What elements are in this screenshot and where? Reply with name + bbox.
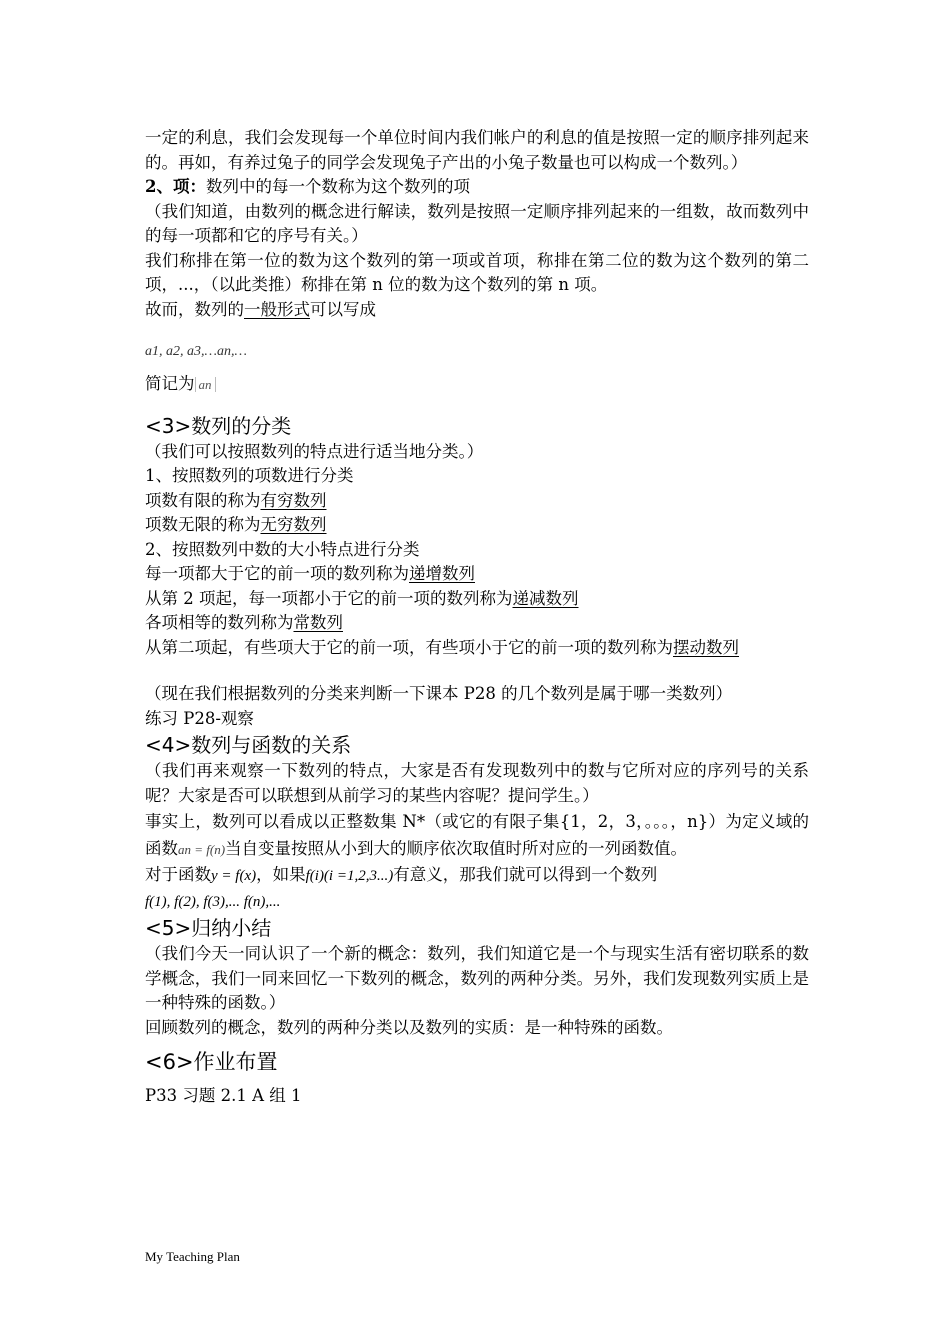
section-6-title: <6>作业布置: [145, 1050, 278, 1074]
section-4-function-definition: 事实上，数列可以看成以正整数集 N*（或它的有限子集{1，2，3，。。。，n}）为定义域的函数an = f(n)当自变量按照从小到大的顺序依次取值时所对应的一列函数值。: [145, 812, 809, 858]
classification-constant: 各项相等的数列称为常数列: [145, 613, 343, 632]
section-4-sequence-formula: [145, 889, 809, 915]
section-3-title: <3>数列的分类: [145, 413, 292, 438]
section-4-intro: （我们再来观察一下数列的特点，大家是否有发现数列中的数与它所对应的序列号的关系呢？大家是否可以联想到从前学习的某些内容呢？提问学生。）: [145, 761, 809, 805]
section-6-homework: P33 习题 2.1 A 组 1: [145, 1086, 302, 1105]
function-fi-formula: f(i)(i =1,2,3...): [305, 868, 394, 884]
classification-decreasing: 从第 2 项起，每一项都小于它的前一项的数列称为递减数列: [145, 588, 579, 608]
section-5-title: <5>归纳小结: [145, 916, 272, 940]
section-3-note: （现在我们根据数列的分类来判断一下课本 P28 的几个数列是属于哪一类数列）: [145, 684, 733, 703]
section-4-function-sequence: 对于函数y = f(x)，如果f(i)(i =1,2,3...)有意义，那我们就可以得到一个数列: [145, 865, 658, 884]
notation-formula: an: [195, 377, 216, 392]
section-4-title: <4>数列与函数的关系: [145, 733, 352, 757]
function-values-formula: f(1), f(2), f(3),... f(n),...: [145, 893, 281, 910]
term-decreasing-sequence: 递减数列: [512, 588, 579, 608]
classification-infinite: 项数无限的称为无穷数列: [145, 515, 327, 534]
paragraph-interest: 一定的利息，我们会发现每一个单位时间内我们帐户的利息的值是按照一定的顺序排列起来的。再如，有养过兔子的同学会发现兔子产出的小兔子数量也可以构成一个数列。）: [145, 128, 809, 172]
paragraph-term-ordering: 我们称排在第一位的数为这个数列的第一项或首项，称排在第二位的数为这个数列的第二项，...，（以此类推）称排在第 n 位的数为这个数列的第 n 项。: [145, 250, 809, 294]
term-general-form: 一般形式: [244, 299, 310, 319]
classification-finite: 项数有限的称为有穷数列: [145, 490, 327, 510]
classification-1-heading: 1、按照数列的项数进行分类: [145, 466, 354, 485]
page-footer: My Teaching Plan: [145, 1249, 240, 1264]
term-finite-sequence: 有穷数列: [260, 490, 327, 510]
term-increasing-sequence: 递增数列: [409, 564, 475, 583]
term-definition-text: 数列中的每一个数称为这个数列的项: [205, 177, 470, 196]
classification-increasing: 每一项都大于它的前一项的数列称为递增数列: [145, 564, 475, 583]
section-5-summary: 回顾数列的概念，数列的两种分类以及数列的实质：是一种特殊的函数。: [145, 1017, 673, 1037]
sequence-formula: [145, 338, 809, 372]
paragraph-term-definition: [145, 175, 809, 200]
document-body: [145, 126, 809, 1109]
section-3-exercise: 练习 P28-观察: [145, 708, 254, 728]
term-oscillating-sequence: 摆动数列: [673, 637, 739, 657]
section-5-intro: （我们今天一同认识了一个新的概念：数列，我们知道它是一个与现实生活有密切联系的数学概念，我们一同来回忆一下数列的概念，数列的两种分类。另外，我们发现数列实质上是一种特殊的函数。）: [145, 944, 809, 1012]
classification-oscillating: 从第二项起，有些项大于它的前一项，有些项小于它的前一项的数列称为摆动数列: [145, 637, 739, 657]
paragraph-term-explanation: （我们知道，由数列的概念进行解读，数列是按照一定顺序排列起来的一组数，故而数列中的每一项都和它的序号有关。）: [145, 201, 809, 245]
paragraph-notation: 简记为 an: [145, 372, 809, 398]
classification-2-heading: 2、按照数列中数的大小特点进行分类: [145, 539, 420, 559]
paragraph-general-form: 故而，数列的一般形式可以写成: [145, 299, 376, 319]
general-form-formula: a1, a2, a3,…an,…: [145, 344, 247, 359]
term-infinite-sequence: 无穷数列: [260, 515, 327, 534]
term-constant-sequence: 常数列: [293, 613, 343, 632]
term-label: 2、项：: [145, 177, 206, 196]
function-y-formula: y = f(x): [211, 868, 257, 884]
function-formula: an = f(n): [178, 842, 226, 857]
section-3-intro: （我们可以按照数列的特点进行适当地分类。）: [145, 441, 484, 461]
